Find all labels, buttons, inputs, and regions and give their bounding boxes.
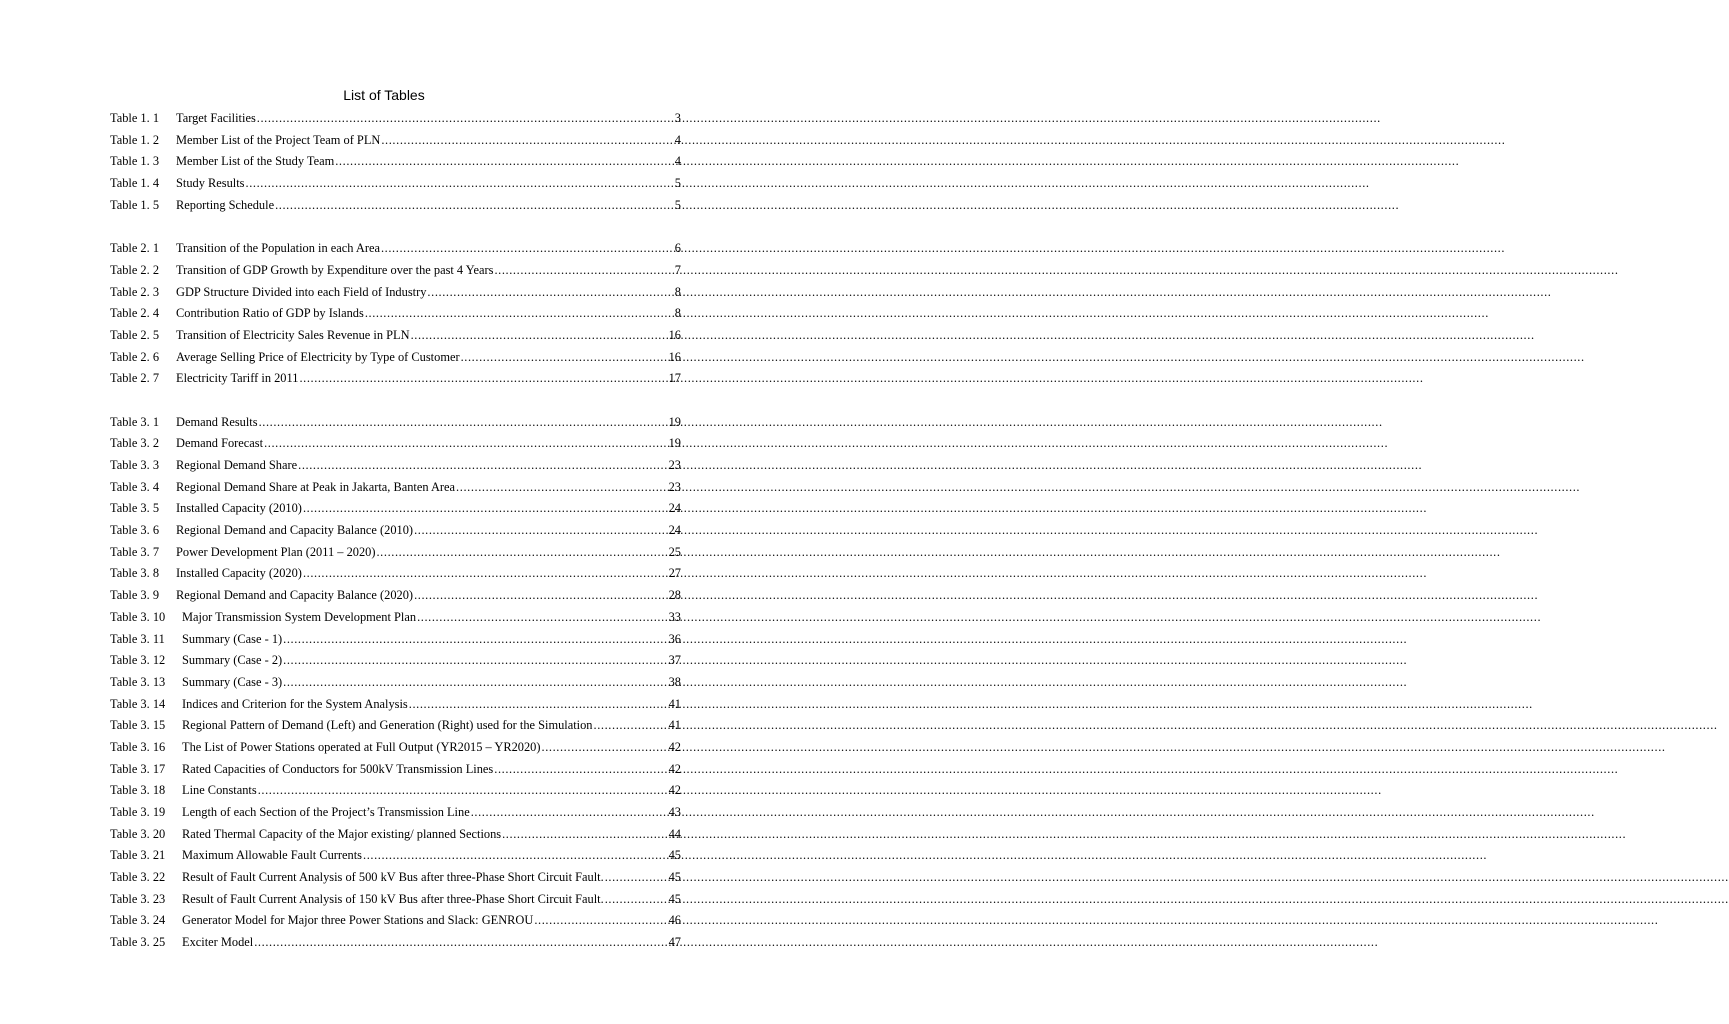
dot-leader [605,867,668,889]
page-number: 4 [674,154,681,169]
table-number: Table 3. 14 [110,696,166,711]
list-item[interactable] [110,607,681,629]
page-number: 24 [668,523,681,538]
table-number: Table 3. 4 [110,479,160,494]
table-title: Member List of the Study Team [176,154,335,169]
table-number: Table 3. 24 [110,913,166,928]
list-item[interactable] [110,867,681,889]
list-item[interactable] [110,303,681,325]
table-number: Table 3. 23 [110,891,166,906]
table-number: Table 1. 1 [110,111,160,125]
dot-leader [254,932,667,954]
list-item[interactable] [110,585,681,607]
table-title: Demand Results [176,414,258,429]
page-number: 16 [668,327,681,342]
list-item[interactable] [110,195,681,217]
list-item[interactable] [110,715,681,737]
table-number: Table 3. 10 [110,609,166,624]
table-number: Table 2. 6 [110,349,160,364]
page-number: 38 [668,674,681,689]
list-item[interactable] [110,802,681,824]
table-title: Demand Forecast [176,436,264,451]
dot-leader [275,195,674,217]
list-item[interactable] [110,629,681,651]
table-number: Table 3. 13 [110,674,166,689]
list-item[interactable] [110,173,681,195]
table-title: Member List of the Project Team of PLN [176,132,381,147]
page-number: 28 [668,588,681,603]
table-title: Result of Fault Current Analysis of 500 kV Bus after three-Phase Short Circuit Fault. [182,870,604,885]
list-item[interactable] [110,347,681,369]
dot-leader [376,542,667,564]
dot-leader [283,629,667,651]
page-number: 19 [668,414,681,429]
list-item[interactable] [110,672,681,694]
table-number: Table 2. 5 [110,327,160,342]
dot-leader [283,672,667,694]
list-item[interactable] [110,889,681,911]
dot-leader [605,889,668,911]
dot-leader [409,694,668,716]
table-number: Table 3. 7 [110,544,160,559]
list-item[interactable] [110,563,681,585]
page-number: 8 [674,306,681,321]
table-title: Result of Fault Current Analysis of 150 kV Bus after three-Phase Short Circuit Fault. [182,891,604,906]
dot-leader [494,759,667,781]
table-title: Major Transmission System Development Plan [182,609,417,624]
table-number: Table 1. 3 [110,154,160,169]
dot-leader [381,238,674,260]
list-item[interactable] [110,238,681,260]
table-title: Contribution Ratio of GDP by Islands [176,306,364,321]
table-title: Study Results [176,176,245,191]
dot-leader [502,824,668,846]
dot-leader [456,477,668,499]
page-number: 45 [668,848,681,863]
list-item[interactable] [110,932,681,954]
page-number: 7 [674,262,681,277]
table-title: Electricity Tariff in 2011 [176,371,299,386]
table-number: Table 3. 18 [110,783,166,798]
dot-leader [299,368,667,390]
page-number: 47 [668,935,681,950]
table-title: Regional Demand Share at Peak in Jakarta, Banten Area [176,479,456,494]
page-number: 42 [668,761,681,776]
table-number: Table 3. 1 [110,414,160,429]
list-item[interactable] [110,694,681,716]
table-number: Table 2. 7 [110,371,160,386]
table-title: Power Development Plan (2011 – 2020) [176,544,376,559]
page-number: 16 [668,349,681,364]
dot-leader [363,845,668,867]
page-number: 41 [668,718,681,733]
table-number: Table 3. 12 [110,653,166,668]
dot-leader [417,607,668,629]
dot-leader [303,563,668,585]
table-number: Table 3. 15 [110,718,166,733]
dot-leader [542,737,668,759]
dot-leader [258,780,668,802]
table-title: Generator Model for Major three Power Stations and Slack: GENROU [182,913,534,928]
page-number: 46 [668,913,681,928]
page-number: 24 [668,501,681,516]
page-number: 23 [668,479,681,494]
table-number: Table 2. 2 [110,262,160,277]
table-title: Transition of GDP Growth by Expenditure over the past 4 Years [176,262,494,277]
dot-leader [471,802,668,824]
list-item[interactable] [110,650,681,672]
table-number: Table 2. 4 [110,306,160,321]
dot-leader [594,715,668,737]
table-number: Table 1. 2 [110,132,160,147]
table-number: Table 3. 17 [110,761,166,776]
table-number: Table 1. 5 [110,197,160,212]
page-number: 19 [668,436,681,451]
table-title: Target Facilities [176,111,256,125]
page-number: 23 [668,458,681,472]
dot-leader [257,108,674,130]
page-number: 3 [674,111,681,125]
table-group [110,238,681,390]
table-number: Table 1. 4 [110,176,160,191]
table-title: Average Selling Price of Electricity by Type of Customer [176,349,460,364]
page-number: 45 [668,870,681,885]
dot-leader [411,325,668,347]
dot-leader [303,498,668,520]
page-number: 42 [668,783,681,798]
list-item[interactable] [110,845,681,867]
table-number: Table 3. 3 [110,458,160,472]
page-title: List of Tables [343,87,425,103]
list-item[interactable] [110,412,681,434]
table-number: Table 2. 3 [110,284,160,299]
list-item[interactable] [110,368,681,390]
table-title: Transition of Electricity Sales Revenue in PLN [176,327,410,342]
dot-leader [246,173,674,195]
page-number: 5 [674,197,681,212]
dot-leader [259,412,668,434]
list-item[interactable] [110,910,681,932]
table-title: Exciter Model [182,935,254,950]
dot-leader [365,303,674,325]
table-title: GDP Structure Divided into each Field of Industry [176,284,427,299]
list-item[interactable] [110,455,681,477]
list-item[interactable] [110,737,681,759]
page-number: 33 [668,609,681,624]
table-number: Table 3. 19 [110,805,166,819]
list-item[interactable] [110,325,681,347]
list-item[interactable] [110,282,681,304]
list-item[interactable] [110,520,681,542]
table-title: Summary (Case - 2) [182,653,283,668]
table-title: Regional Demand and Capacity Balance (2020) [176,588,414,603]
table-title: Regional Demand Share [176,458,298,472]
table-title: Line Constants [182,783,257,798]
page-number: 37 [668,653,681,668]
table-title: Summary (Case - 3) [182,674,283,689]
list-item[interactable] [110,542,681,564]
page-number: 45 [668,891,681,906]
dot-leader [461,347,668,369]
page-number: 27 [668,566,681,581]
dot-leader [534,910,667,932]
table-title: The List of Power Stations operated at Full Output (YR2015 – YR2020) [182,739,541,754]
page-number: 8 [674,284,681,299]
table-number: Table 3. 11 [110,631,165,646]
table-title: Installed Capacity (2020) [176,566,302,581]
page-number: 44 [668,826,681,841]
table-number: Table 3. 25 [110,935,166,950]
page-number: 17 [668,371,681,386]
table-number: Table 3. 6 [110,523,160,538]
dot-leader [264,433,668,455]
table-number: Table 3. 20 [110,826,166,841]
table-title: Regional Pattern of Demand (Left) and Generation (Right) used for the Simulation [182,718,593,733]
list-item[interactable] [110,151,681,173]
table-title: Maximum Allowable Fault Currents [182,848,362,863]
table-title: Installed Capacity (2010) [176,501,302,516]
page-number: 43 [668,805,681,819]
dot-leader [381,130,673,152]
table-title: Indices and Criterion for the System Analysis [182,696,408,711]
table-number: Table 2. 1 [110,241,160,256]
table-number: Table 3. 22 [110,870,166,885]
list-item[interactable] [110,824,681,846]
table-title: Reporting Schedule [176,197,275,212]
page-number: 5 [674,176,681,191]
table-title: Transition of the Population in each Area [176,241,380,256]
list-item[interactable] [110,759,681,781]
page-number: 41 [668,696,681,711]
list-item[interactable] [110,260,681,282]
list-item[interactable] [110,433,681,455]
dot-leader [427,282,673,304]
table-title: Rated Thermal Capacity of the Major existing/ planned Sections [182,826,502,841]
list-item[interactable] [110,130,681,152]
list-item[interactable] [110,108,681,130]
table-list [110,108,681,954]
table-number: Table 3. 5 [110,501,160,516]
dot-leader [414,585,668,607]
table-group [110,108,681,216]
dot-leader [298,455,667,477]
table-number: Table 3. 8 [110,566,160,581]
table-group [110,412,681,954]
list-item[interactable] [110,498,681,520]
table-number: Table 3. 2 [110,436,160,451]
dot-leader [335,151,674,173]
list-item[interactable] [110,477,681,499]
dot-leader [283,650,667,672]
page-number: 4 [674,132,681,147]
table-title: Length of each Section of the Project’s Transmission Line [182,805,470,819]
table-title: Regional Demand and Capacity Balance (2010) [176,523,414,538]
page-number: 6 [674,241,681,256]
table-number: Table 3. 9 [110,588,160,603]
table-title: Summary (Case - 1) [182,631,283,646]
page-number: 25 [668,544,681,559]
table-number: Table 3. 16 [110,739,166,754]
page-number: 42 [668,739,681,754]
page-number: 36 [668,631,681,646]
dot-leader [494,260,673,282]
dot-leader [414,520,668,542]
table-number: Table 3. 21 [110,848,166,863]
table-title: Rated Capacities of Conductors for 500kV Transmission Lines [182,761,494,776]
list-item[interactable] [110,780,681,802]
